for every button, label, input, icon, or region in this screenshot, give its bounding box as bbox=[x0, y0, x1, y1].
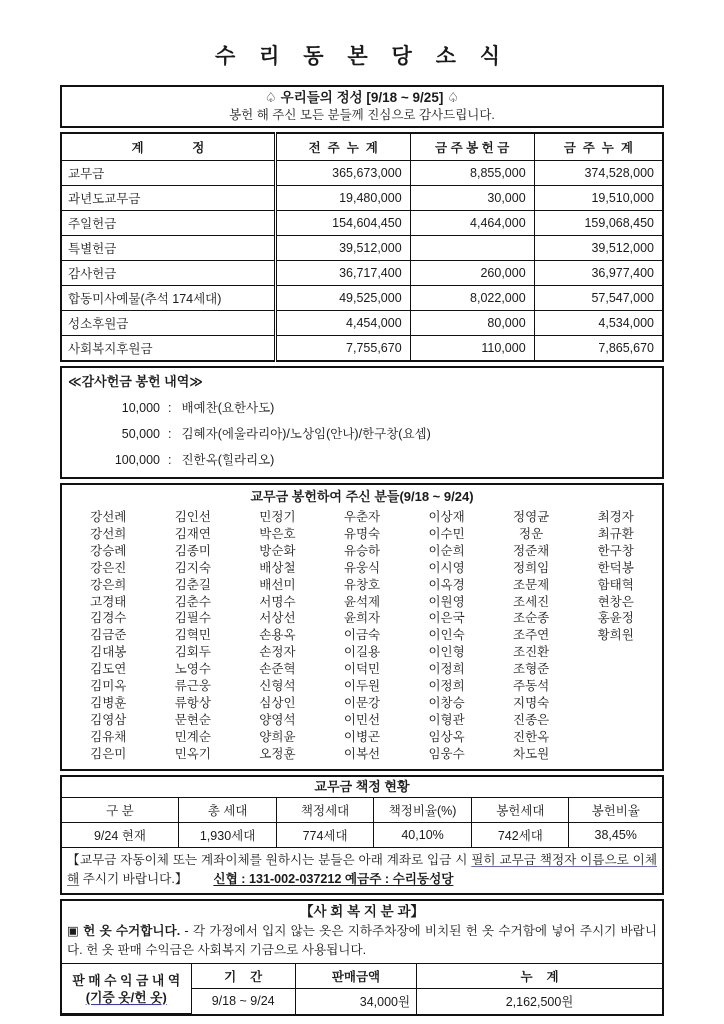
offering-cell-account: 감사헌금 bbox=[61, 261, 275, 286]
donor-name: 진한옥 bbox=[513, 729, 550, 744]
donor-name bbox=[573, 661, 658, 678]
donor-name: 이민선 bbox=[343, 712, 381, 727]
assessment-title: 교무금 책정 현황 bbox=[62, 777, 662, 798]
donor-name bbox=[573, 644, 658, 661]
sales-header-cumulative: 누 계 bbox=[417, 964, 662, 989]
donor-name: 유승하 bbox=[343, 543, 381, 558]
offering-header-title: ♤ 우리들의 정성 [9/18 ~ 9/25] ♤ bbox=[264, 90, 460, 105]
offering-cell-prev-total: 7,755,670 bbox=[275, 336, 410, 362]
donor-name: 김혁민 bbox=[174, 628, 211, 643]
clothes-collection-notice bbox=[62, 922, 662, 963]
sales-value-period: 9/18 ~ 9/24 bbox=[191, 989, 295, 1014]
assessment-value-total-households: 1,930세대 bbox=[178, 823, 276, 848]
thanksgiving-item bbox=[68, 400, 656, 417]
donor-name: 손정자 bbox=[259, 645, 296, 660]
donor-name: 현창은 bbox=[597, 594, 634, 609]
offering-cell-account: 주일헌금 bbox=[61, 211, 275, 236]
thanksgiving-donor-names: 배예찬(요한사도) bbox=[181, 401, 275, 415]
donor-name: 손용옥 bbox=[259, 628, 296, 643]
donor-name: 김유채 bbox=[90, 729, 127, 744]
offering-cell-week-offering bbox=[410, 236, 534, 261]
assessment-value-offering-households: 742세대 bbox=[472, 823, 569, 848]
offering-table-row bbox=[61, 311, 663, 336]
donor-name: 배상철 bbox=[259, 560, 296, 575]
donor-name: 문현순 bbox=[174, 712, 211, 727]
donor-name: 임상옥 bbox=[428, 729, 465, 744]
assessment-status-box bbox=[60, 775, 664, 896]
offering-table-row bbox=[61, 186, 663, 211]
notice-lead: ▣ 헌 옷 수거합니다. bbox=[67, 924, 181, 939]
sales-value-cumulative: 2,162,500원 bbox=[417, 989, 662, 1014]
donor-name: 심상인 bbox=[259, 695, 296, 710]
donor-name: 이정희 bbox=[428, 679, 465, 694]
donor-name: 이창승 bbox=[428, 695, 465, 710]
sales-proceeds-table bbox=[62, 963, 662, 1014]
thanksgiving-item bbox=[68, 426, 656, 443]
donor-name: 정영균 bbox=[513, 510, 550, 524]
donor-name: 홍윤정 bbox=[597, 611, 634, 626]
offering-table-row bbox=[61, 236, 663, 261]
donor-name: 황희원 bbox=[597, 628, 634, 643]
donor-name: 이문강 bbox=[343, 695, 381, 710]
note-text-suffix: 주시기 바랍니다.】 bbox=[79, 872, 188, 887]
assessment-header-row bbox=[62, 798, 662, 823]
donor-name: 김도연 bbox=[90, 662, 127, 677]
donor-name: 서상선 bbox=[259, 611, 296, 626]
donor-name: 이순희 bbox=[428, 543, 465, 558]
sales-value-amount: 34,000원 bbox=[295, 989, 416, 1014]
donor-name: 김필수 bbox=[174, 611, 211, 626]
thanksgiving-colon: : bbox=[168, 427, 172, 441]
donor-name: 김금준 bbox=[90, 628, 127, 643]
offering-cell-week-offering: 8,022,000 bbox=[410, 286, 534, 311]
thanksgiving-donor-names: 진한옥(힐라리오) bbox=[181, 453, 275, 467]
assessment-header-offering-households: 봉헌세대 bbox=[472, 798, 569, 823]
donor-name: 진종은 bbox=[513, 712, 550, 727]
offering-cell-prev-total: 19,480,000 bbox=[275, 186, 410, 211]
offering-cell-prev-total: 365,673,000 bbox=[275, 161, 410, 186]
donor-name: 조진환 bbox=[513, 645, 550, 660]
offering-header-week-offering: 금 주 봉 헌 금 bbox=[410, 133, 534, 161]
donors-name-grid bbox=[66, 507, 658, 763]
donor-name: 한덕봉 bbox=[597, 560, 634, 575]
donor-name: 이원영 bbox=[428, 594, 465, 609]
offering-header-subtitle: 봉헌 해 주신 모든 분들께 진심으로 감사드립니다. bbox=[229, 108, 495, 122]
offering-cell-week-total: 36,977,400 bbox=[534, 261, 663, 286]
donor-name: 김지숙 bbox=[174, 560, 211, 575]
donor-name bbox=[573, 746, 658, 763]
donor-name: 유명숙 bbox=[343, 526, 381, 541]
donor-name: 지명숙 bbox=[513, 695, 550, 710]
donor-name: 윤희자 bbox=[343, 611, 381, 626]
offering-cell-week-offering: 30,000 bbox=[410, 186, 534, 211]
donor-name: 김영삼 bbox=[90, 712, 127, 727]
offering-cell-prev-total: 49,525,000 bbox=[275, 286, 410, 311]
donor-name: 류근웅 bbox=[174, 679, 211, 694]
assessment-data-row bbox=[62, 823, 662, 848]
donor-name: 이금숙 bbox=[343, 628, 381, 643]
donor-name bbox=[573, 678, 658, 695]
donor-name: 방순화 bbox=[259, 543, 296, 558]
donor-name: 정준채 bbox=[513, 543, 550, 558]
bank-account-info: 신협 : 131-002-037212 예금주 : 수리동성당 bbox=[213, 872, 454, 887]
assessment-header-total-households: 총 세대 bbox=[178, 798, 276, 823]
thanksgiving-title: ≪감사헌금 봉헌 내역≫ bbox=[68, 374, 203, 389]
offering-table-row bbox=[61, 286, 663, 311]
offering-cell-week-offering: 80,000 bbox=[410, 311, 534, 336]
donor-name: 오정훈 bbox=[259, 746, 296, 761]
thanksgiving-donor-names: 김혜자(에울라리아)/노상임(안나)/한구창(요셉) bbox=[181, 427, 431, 441]
donor-name bbox=[573, 729, 658, 746]
donor-name bbox=[573, 712, 658, 729]
thanksgiving-amount: 10,000 bbox=[121, 401, 160, 415]
offering-header-week-total: 금 주 누 계 bbox=[534, 133, 663, 161]
offering-table-header-row bbox=[61, 133, 663, 161]
offering-cell-account: 사회복지후원금 bbox=[61, 336, 275, 362]
donor-name: 조형준 bbox=[513, 662, 550, 677]
offering-table-row bbox=[61, 336, 663, 362]
note-text-underlined: 필히 교무금 책정자 이름으로 이체해 bbox=[67, 853, 657, 887]
sales-table-header-row bbox=[62, 964, 662, 989]
donor-name: 이병곤 bbox=[343, 729, 381, 744]
notice-body: - 각 가정에서 입지 않는 옷은 지하주차장에 비치된 헌 옷 수거함에 넣어 주시기 바랍니다. 헌 옷 판매 수익금은 사회복지 기금으로 사용됩니다. bbox=[67, 924, 657, 958]
assessment-header-offering-ratio: 봉헌비율 bbox=[569, 798, 662, 823]
offering-cell-week-offering: 110,000 bbox=[410, 336, 534, 362]
donor-name: 이수민 bbox=[428, 526, 465, 541]
thanksgiving-colon: : bbox=[168, 401, 172, 415]
assessment-header-assessed-households: 책정세대 bbox=[277, 798, 374, 823]
donor-name: 김춘수 bbox=[174, 594, 211, 609]
donor-name: 강선례 bbox=[90, 510, 127, 524]
offering-cell-week-total: 19,510,000 bbox=[534, 186, 663, 211]
donor-name: 고경태 bbox=[90, 594, 127, 609]
offering-cell-account: 교무금 bbox=[61, 161, 275, 186]
donor-name: 김은미 bbox=[90, 746, 127, 761]
donor-name: 민계순 bbox=[174, 729, 211, 744]
note-text-prefix: 【교무금 자동이체 또는 계좌이체를 원하시는 분들은 아래 계좌로 입금 시 bbox=[67, 853, 472, 868]
donor-name: 민옥기 bbox=[174, 746, 211, 761]
donor-name: 조주연 bbox=[513, 628, 550, 643]
sales-row-label bbox=[62, 964, 191, 1014]
offering-cell-account: 특별헌금 bbox=[61, 236, 275, 261]
kyomugeum-donors-box bbox=[60, 483, 664, 771]
donor-name: 배선미 bbox=[259, 577, 296, 592]
donor-name: 서명수 bbox=[259, 594, 296, 609]
offering-cell-week-total: 374,528,000 bbox=[534, 161, 663, 186]
donor-name: 조순종 bbox=[513, 611, 550, 626]
donor-name: 김미옥 bbox=[90, 679, 127, 694]
offering-header-prev-total: 전 주 누 계 bbox=[275, 133, 410, 161]
donor-name: 조세진 bbox=[513, 594, 550, 609]
offering-table-row bbox=[61, 161, 663, 186]
donor-name: 류항상 bbox=[174, 695, 211, 710]
donor-name: 조문제 bbox=[513, 577, 550, 592]
donor-name: 강승례 bbox=[90, 543, 127, 558]
donor-name: 박은호 bbox=[259, 526, 296, 541]
offering-header-account: 계 정 bbox=[61, 133, 275, 161]
thanksgiving-amount: 100,000 bbox=[114, 453, 160, 467]
offering-cell-prev-total: 36,717,400 bbox=[275, 261, 410, 286]
donor-name: 윤석제 bbox=[343, 594, 381, 609]
thanksgiving-amount: 50,000 bbox=[121, 427, 160, 441]
donor-name: 임웅수 bbox=[428, 746, 465, 761]
donor-name: 강은희 bbox=[90, 577, 127, 592]
donor-name: 강선희 bbox=[90, 526, 127, 541]
offering-cell-week-total: 7,865,670 bbox=[534, 336, 663, 362]
donor-name: 신형석 bbox=[259, 679, 296, 694]
donor-name: 양희윤 bbox=[259, 729, 296, 744]
donor-name: 양영석 bbox=[259, 712, 296, 727]
donor-name: 한구창 bbox=[597, 543, 634, 558]
sales-header-period: 기 간 bbox=[191, 964, 295, 989]
offering-table bbox=[60, 132, 664, 362]
thanksgiving-item bbox=[68, 452, 656, 469]
donor-name: 강은진 bbox=[90, 560, 127, 575]
donor-name: 노영수 bbox=[174, 662, 211, 677]
offering-cell-week-offering: 4,464,000 bbox=[410, 211, 534, 236]
donor-name: 주동석 bbox=[513, 679, 550, 694]
sales-label-line2: (기증 옷/헌 옷) bbox=[85, 989, 167, 1005]
offering-cell-account: 합동미사예물(추석 174세대) bbox=[61, 286, 275, 311]
donor-name: 김춘길 bbox=[174, 577, 211, 592]
donor-name: 이인숙 bbox=[428, 628, 465, 643]
bank-transfer-note bbox=[62, 848, 662, 893]
donor-name: 민정기 bbox=[259, 510, 296, 524]
offering-cell-week-total: 57,547,000 bbox=[534, 286, 663, 311]
donor-name: 이상재 bbox=[428, 510, 465, 524]
donor-name: 우춘자 bbox=[343, 510, 381, 524]
offering-table-row bbox=[61, 261, 663, 286]
assessment-value-assessed-households: 774세대 bbox=[277, 823, 374, 848]
offering-cell-account: 과년도교무금 bbox=[61, 186, 275, 211]
assessment-header-assessed-ratio: 책정비율(%) bbox=[373, 798, 471, 823]
donor-name: 유웅식 bbox=[343, 560, 381, 575]
offering-header-box bbox=[60, 85, 664, 128]
offering-cell-week-total: 39,512,000 bbox=[534, 236, 663, 261]
offering-cell-account: 성소후원금 bbox=[61, 311, 275, 336]
donor-name: 김대봉 bbox=[90, 645, 127, 660]
donors-title: 교무금 봉헌하여 주신 분들(9/18 ~ 9/24) bbox=[250, 489, 474, 504]
sales-label-line1: 판 매 수 익 금 내 역 bbox=[72, 972, 181, 988]
donor-name: 이은국 bbox=[428, 611, 465, 626]
donor-name: 정희임 bbox=[513, 560, 550, 575]
donor-name: 김종미 bbox=[174, 543, 211, 558]
page-title: 수 리 동 본 당 소 식 bbox=[214, 45, 509, 68]
thanksgiving-colon: : bbox=[168, 453, 172, 467]
offering-cell-prev-total: 4,454,000 bbox=[275, 311, 410, 336]
offering-cell-week-total: 159,068,450 bbox=[534, 211, 663, 236]
donor-name: 이옥경 bbox=[428, 577, 465, 592]
assessment-value-assessed-ratio: 40,10% bbox=[373, 823, 471, 848]
donor-name: 김회두 bbox=[174, 645, 211, 660]
donor-name: 김병훈 bbox=[90, 695, 127, 710]
offering-cell-week-offering: 8,855,000 bbox=[410, 161, 534, 186]
donor-name: 정운 bbox=[519, 526, 544, 541]
assessment-table bbox=[62, 798, 662, 849]
donor-name: 이인형 bbox=[428, 645, 465, 660]
donor-name: 차도원 bbox=[513, 746, 550, 761]
donor-name: 김인선 bbox=[174, 510, 211, 524]
donor-name: 이길용 bbox=[343, 645, 381, 660]
social-welfare-box bbox=[60, 899, 664, 1016]
offering-table-row bbox=[61, 211, 663, 236]
social-welfare-title: 【사 회 복 지 분 과】 bbox=[300, 904, 424, 920]
assessment-value-offering-ratio: 38,45% bbox=[569, 823, 662, 848]
donor-name: 김경수 bbox=[90, 611, 127, 626]
donor-name: 이정희 bbox=[428, 662, 465, 677]
donor-name: 이형관 bbox=[428, 712, 465, 727]
offering-cell-prev-total: 154,604,450 bbox=[275, 211, 410, 236]
donor-name: 이시영 bbox=[428, 560, 465, 575]
thanksgiving-offering-box bbox=[60, 366, 664, 479]
donor-name: 이두원 bbox=[343, 679, 381, 694]
donor-name: 유창호 bbox=[343, 577, 381, 592]
donor-name bbox=[573, 695, 658, 712]
donor-name: 이덕민 bbox=[343, 662, 381, 677]
offering-cell-prev-total: 39,512,000 bbox=[275, 236, 410, 261]
donor-name: 손준혁 bbox=[259, 662, 296, 677]
donor-name: 함태혁 bbox=[597, 577, 634, 592]
offering-cell-week-total: 4,534,000 bbox=[534, 311, 663, 336]
thanksgiving-list bbox=[68, 400, 656, 469]
donor-name: 최규환 bbox=[597, 526, 634, 541]
donor-name: 이복선 bbox=[343, 746, 381, 761]
donor-name: 김재연 bbox=[174, 526, 211, 541]
donor-name: 최경자 bbox=[597, 510, 634, 524]
assessment-header-category: 구 분 bbox=[62, 798, 178, 823]
offering-cell-week-offering: 260,000 bbox=[410, 261, 534, 286]
assessment-value-date: 9/24 현재 bbox=[62, 823, 178, 848]
sales-header-amount: 판매금액 bbox=[295, 964, 416, 989]
